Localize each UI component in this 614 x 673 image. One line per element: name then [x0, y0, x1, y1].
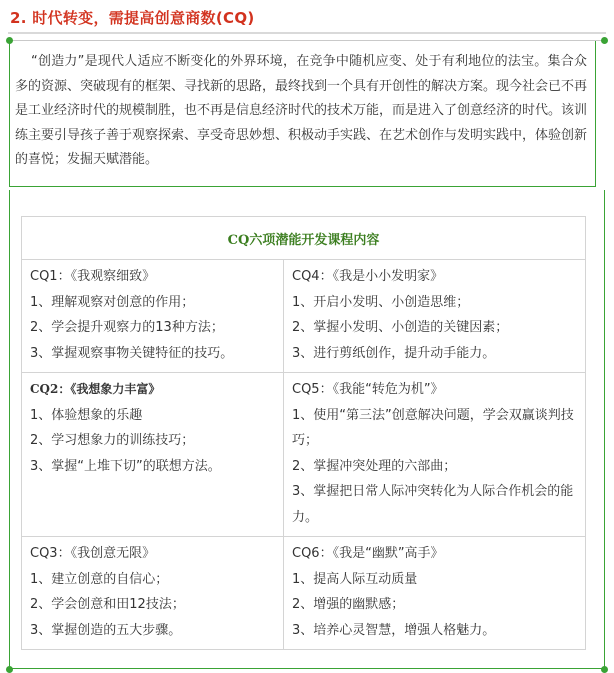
course-title: CQ4：《我是小小发明家》 — [292, 269, 444, 284]
table-row — [22, 260, 586, 373]
table-row — [22, 537, 586, 650]
intro-text — [15, 50, 587, 173]
course-item: 1、开启小发明、小创造思维； — [292, 294, 470, 310]
corner-dot — [601, 37, 608, 44]
course-cell — [22, 260, 284, 373]
course-item: 2、学会创意和田12技法； — [30, 597, 185, 612]
course-item: 2、学会提升观察力的13种方法； — [30, 320, 224, 335]
corner-dot — [6, 666, 13, 673]
course-item: 1、体验想象的乐趣 — [30, 407, 143, 423]
course-item: 1、使用“第三法”创意解决问题，学会双赢谈判技巧； — [292, 407, 574, 448]
course-title: CQ5：《我能“转危为机”》 — [292, 382, 444, 397]
intro-paragraph: “创造力”是现代人适应不断变化的外界环境，在竞争中随机应变、处于有利地位的法宝。集合众多的资源、突破现有的框架、寻找新的思路，最终找到一个具有开创性的解决方案。现今社会已不再是工业经济时代的规模制胜，也不再是信息经济时代的技术万能，而是进入了创意经济的时代。该训练主要引导孩子善于观察探索、享受奇思妙想、积极动手实践、在艺术创作与发明实践中，体验创新的喜悦；发掘天赋潜能。 — [15, 54, 588, 168]
course-title: CQ1：《我观察细致》 — [30, 269, 156, 284]
course-item: 3、掌握把日常人际冲突转化为人际合作机会的能力。 — [292, 484, 574, 525]
course-item: 3、掌握创造的五大步骤。 — [30, 622, 182, 638]
course-item: 3、培养心灵智慧，增强人格魅力。 — [292, 622, 496, 638]
course-item: 1、建立创意的自信心； — [30, 571, 169, 587]
table-row — [22, 373, 586, 537]
course-title: CQ2：《我想象力丰富》 — [30, 382, 161, 396]
course-title: CQ3：《我创意无限》 — [30, 546, 156, 561]
corner-dot — [601, 666, 608, 673]
course-item: 2、增强的幽默感； — [292, 597, 405, 612]
course-item: 1、提高人际互动质量 — [292, 571, 418, 587]
course-cell — [284, 373, 586, 537]
course-item: 2、学习想象力的训练技巧； — [30, 433, 195, 448]
header-divider — [8, 32, 606, 34]
table-heading: CQ六项潜能开发课程内容 — [22, 217, 586, 260]
course-cell — [22, 537, 284, 650]
course-item: 3、进行剪纸创作，提升动手能力。 — [292, 345, 496, 361]
section-header — [0, 0, 614, 32]
course-item: 2、掌握小发明、小创造的关键因素； — [292, 320, 509, 335]
course-cell — [22, 373, 284, 537]
course-item: 1、理解观察对创意的作用； — [30, 294, 195, 310]
course-item: 3、掌握“上堆下切”的联想方法。 — [30, 458, 221, 474]
course-cell — [284, 537, 586, 650]
course-title: CQ6：《我是“幽默”高手》 — [292, 546, 444, 561]
section-title: 2. 时代转变，需提高创意商数(CQ) — [10, 9, 255, 27]
corner-dot — [6, 37, 13, 44]
cq-course-table — [21, 216, 586, 650]
course-item: 2、掌握冲突处理的六部曲； — [292, 458, 457, 474]
course-cell — [284, 260, 586, 373]
course-item: 3、掌握观察事物关键特征的技巧。 — [30, 345, 234, 361]
